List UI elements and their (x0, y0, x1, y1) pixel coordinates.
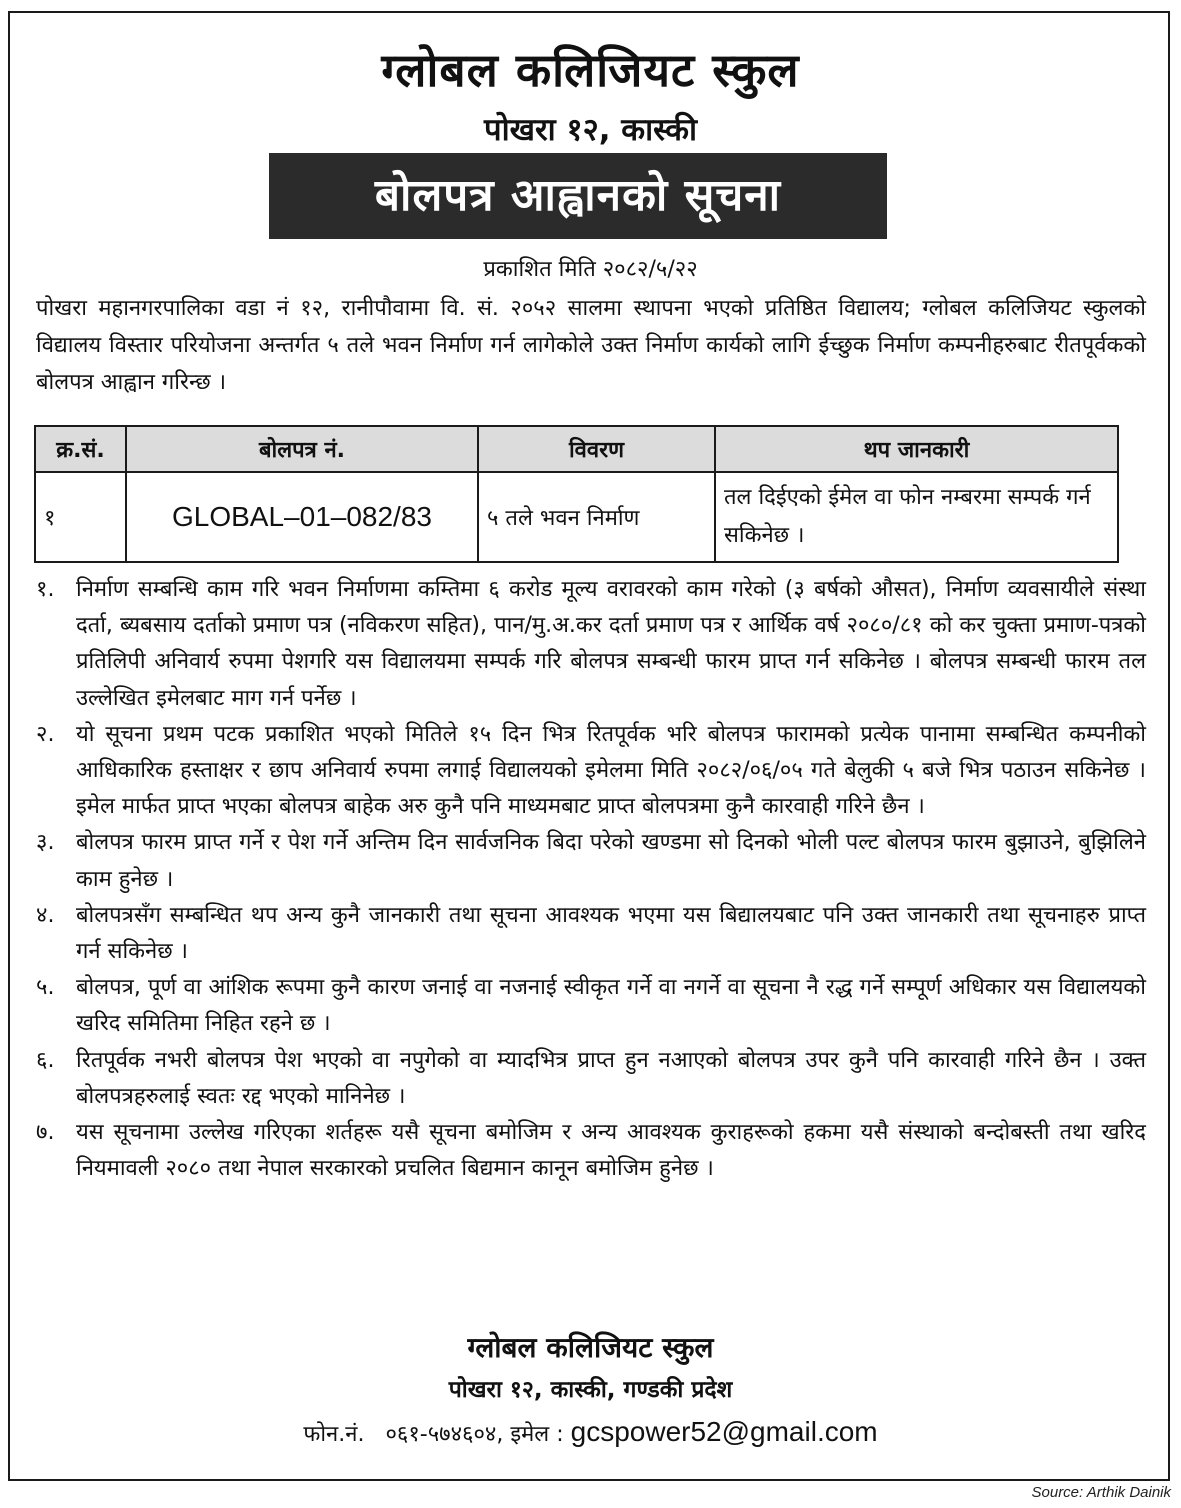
footer-school-name: ग्लोबल कलिजियट स्कुल (467, 1331, 714, 1364)
list-item (36, 717, 1146, 826)
table-row (35, 472, 1118, 562)
term-text: यस सूचनामा उल्लेख गरिएका शर्तहरू यसै सूचना बमोजिम र अन्य आवश्यक कुराहरूको हकमा यसै संस्थाको बन्दोबस्ती तथा खरिद नियमावली २०८० तथा नेपाल सरकारको प्रचलित बिद्यमान कानून बमोजिम हुनेछ । (76, 1120, 1146, 1182)
header-description: विवरण (478, 426, 715, 472)
intro-paragraph: पोखरा महानगरपालिका वडा नं १२, रानीपौवामा वि. सं. २०५२ सालमा स्थापना भएको प्रतिष्ठित विद्यालय; ग्लोबल कलिजियट स्कुलको विद्यालय विस्तार परियोजना अन्तर्गत ५ तले भवन निर्माण गर्न लागेकोले उक्त निर्माण कार्यको लागि ईच्छुक निर्माण कम्पनीहरुबाट रीतपूर्वकको बोलपत्र आह्वान गरिन्छ । (36, 296, 1146, 395)
list-item (36, 1043, 1146, 1115)
terms-list (36, 572, 1146, 1187)
list-item (36, 1115, 1146, 1187)
header-tender-number: बोलपत्र नं. (126, 426, 478, 472)
school-location: पोखरा १२, कास्की (483, 112, 698, 148)
header-serial: क्र.सं. (35, 426, 126, 472)
term-number: ५. (36, 975, 55, 1001)
tender-table (34, 425, 1119, 563)
list-item (36, 898, 1146, 970)
table-header-row (35, 426, 1118, 472)
term-number: ४. (36, 902, 55, 928)
notice-title-banner: बोलपत्र आह्वानको सूचना (269, 153, 887, 239)
term-number: २. (36, 721, 55, 747)
cell-more-info: तल दिईएको ईमेल वा फोन नम्बरमा सम्पर्क गर्न सकिनेछ । (715, 472, 1118, 562)
cell-description: ५ तले भवन निर्माण (478, 472, 715, 562)
footer-address: पोखरा १२, कास्की, गण्डकी प्रदेश (448, 1377, 733, 1403)
term-number: ६. (36, 1047, 55, 1073)
school-name: ग्लोबल कलिजियट स्कुल (381, 43, 800, 97)
contact-line (0, 1412, 1181, 1455)
term-text: बोलपत्रसँग सम्बन्धित थप अन्य कुनै जानकारी तथा सूचना आवश्यक भएमा यस बिद्यालयबाट पनि उक्त जानकारी तथा सूचनाहरु प्राप्त गर्न सकिनेछ । (76, 902, 1146, 965)
term-number: १. (36, 577, 55, 602)
term-text: रितपूर्वक नभरी बोलपत्र पेश भएको वा नपुगेको वा म्यादभित्र प्राप्त हुन नआएको बोलपत्र उपर कुनै पनि कारवाही गरिने छैन । उक्त बोलपत्रहरुलाई स्वतः रद्द भएको मानिनेछ । (76, 1047, 1146, 1109)
term-text: यो सूचना प्रथम पटक प्रकाशित भएको मितिले १५ दिन भित्र रितपूर्वक भरि बोलपत्र फारामको प्रत्येक पानामा सम्बन्धित कम्पनीको आधिकारिक हस्ताक्षर र छाप अनिवार्य रुपमा लगाई विद्यालयको इमेलमा मिति २०८२/०६/०५ गते बेलुकी ५ बजे भित्र पठाउन सकिनेछ । इमेल मार्फत प्राप्त भएका बोलपत्र बाहेक अरु कुनै पनि माध्यमबाट प्राप्त बोलपत्रमा कुनै कारवाही गरिने छैन । (76, 721, 1146, 820)
list-item (36, 970, 1146, 1042)
source-credit: Source: Arthik Dainik (1031, 1484, 1171, 1501)
term-number: ७. (36, 1120, 55, 1146)
phone-number: ०६१-५७४६०४, (385, 1422, 504, 1447)
email-address: gcspower52@gmail.com (570, 1416, 878, 1447)
cell-tender-number: GLOBAL–01–082/83 (126, 472, 478, 562)
list-item (36, 825, 1146, 897)
header-more-info: थप जानकारी (715, 426, 1118, 472)
term-text: निर्माण सम्बन्धि काम गरि भवन निर्माणमा कम्तिमा ६ करोड मूल्य वरावरको काम गरेको (३ बर्षको औसत), निर्माण व्यवसायीले संस्था दर्ता, ब्यबसाय दर्ताको प्रमाण पत्र (नविकरण सहित), पान/मु.अ.कर दर्ता प्रमाण पत्र र आर्थिक वर्ष २०८०/८१ को कर चुक्ता प्रमाण-पत्रको प्रतिलिपी अनिवार्य रुपमा पेशगरि यस विद्यालयमा सम्पर्क गरि बोलपत्र सम्बन्धी फारम प्राप्त गर्न सकिनेछ । बोलपत्र सम्बन्धी फारम तल उल्लेखित इमेलबाट माग गर्न पर्नेछ । (76, 577, 1146, 711)
list-item (36, 572, 1146, 717)
published-date: प्रकाशित मिति २०८२/५/२२ (483, 257, 698, 282)
term-text: बोलपत्र फारम प्राप्त गर्ने र पेश गर्ने अन्तिम दिन सार्वजनिक बिदा परेको खण्डमा सो दिनको भोली पल्ट बोलपत्र फारम बुझाउने, बुझिलिने काम हुनेछ । (76, 830, 1146, 892)
email-label: इमेल : (510, 1422, 564, 1447)
term-number: ३. (36, 830, 55, 856)
phone-label: फोन.नं. (303, 1422, 365, 1447)
term-text: बोलपत्र, पूर्ण वा आंशिक रूपमा कुनै कारण जनाई वा नजनाई स्वीकृत गर्ने वा नगर्ने वा सूचना नै रद्ध गर्ने सम्पूर्ण अधिकार यस विद्यालयको खरिद समितिमा निहित रहने छ । (76, 975, 1146, 1037)
cell-serial: १ (35, 472, 126, 562)
